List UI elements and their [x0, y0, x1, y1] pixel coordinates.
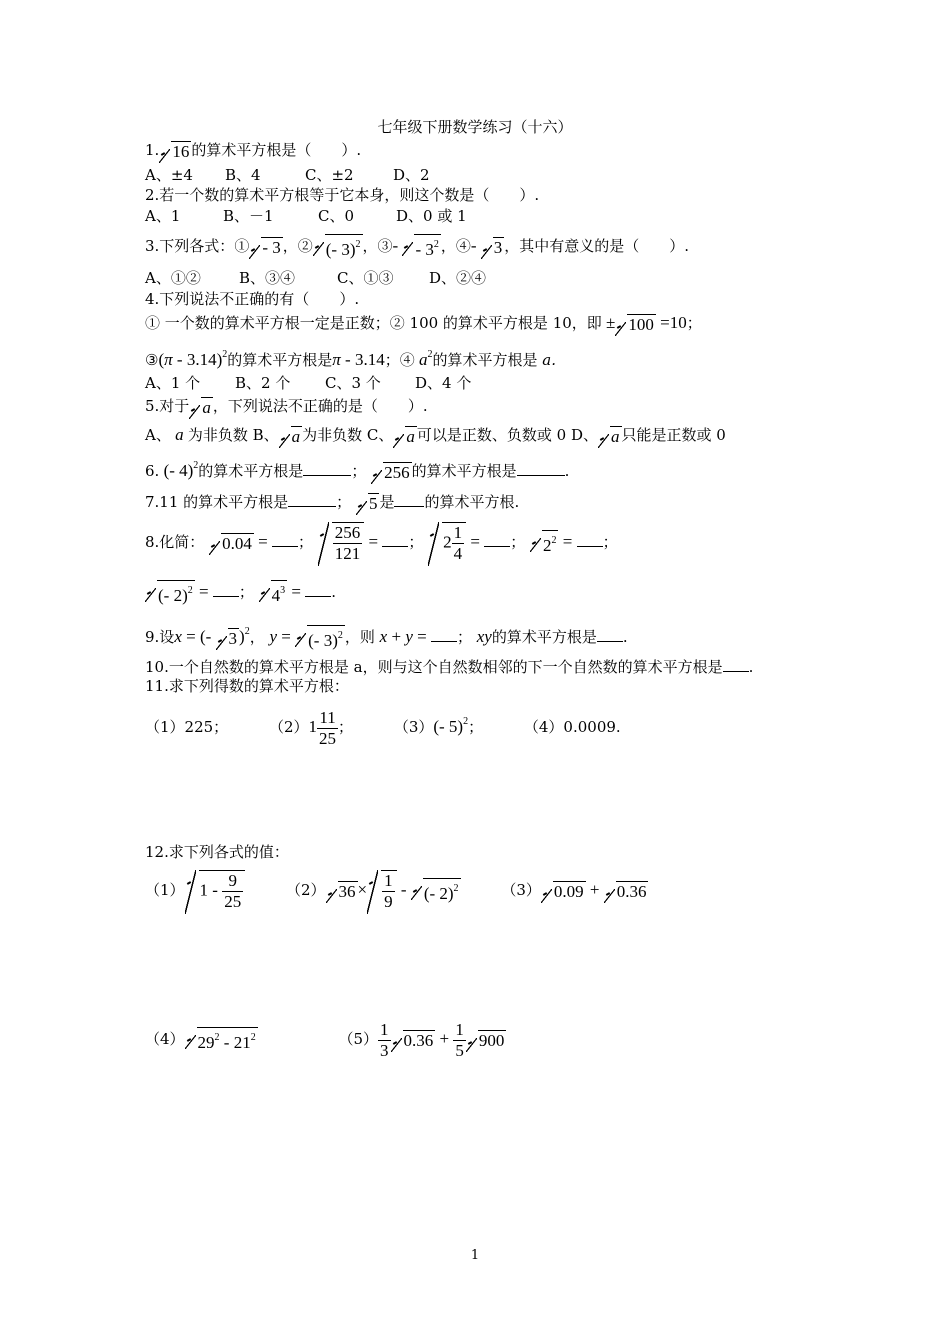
question-5-options: A、 a 为非负数 B、 a 为非负数 C、 a 可以是正数、负数或 0 D、 a 只能是正数或 0: [145, 425, 726, 446]
option-a: A、①②: [145, 269, 201, 287]
question-2: 2.若一个数的算术平方根等于它本身，则这个数是（ ）.: [145, 186, 540, 204]
option-a: A、1 个: [145, 374, 201, 392]
question-10: 10.一个自然数的算术平方根是 a，则与这个自然数相邻的下一个自然数的算术平方根是 .: [145, 655, 753, 677]
question-11: 11.求下列得数的算术平方根：: [145, 677, 349, 695]
option-b: B、4: [225, 166, 261, 184]
page-number: 1: [470, 1248, 480, 1263]
question-4-statement-1: ① 一个数的算术平方根一定是正数；② 100 的算术平方根是 10，即 ± 100 =10；: [145, 313, 702, 334]
option-c: C、0: [318, 207, 355, 225]
question-4: 4.下列说法不正确的有（ ）.: [145, 290, 360, 308]
question-1-options: [145, 165, 430, 185]
sqrt-16: 16: [159, 141, 191, 162]
option-b: B、－1: [223, 207, 274, 225]
question-2-options: [145, 206, 467, 226]
question-11-parts: （1）225； （2）1 $\frac{11}{25}$ ； （3）(- 5)$^2$； （4）0.0009.: [145, 707, 621, 748]
option-a: A、1: [145, 207, 181, 225]
option-c: C、①③: [337, 269, 394, 287]
question-12-parts-2: （4） $29^2 - 21^2$ （5） $\frac{1}{3}$ 0.36 + $\frac{1}{5}$ 900: [145, 1019, 505, 1060]
option-d: D、②④: [429, 269, 487, 287]
question-3-options: [145, 268, 486, 288]
answer-blank: [517, 459, 565, 476]
question-4-statement-2: ③(π - 3.14)$^2$的算术平方根是π - 3.14；④ $a^2$的算术平方根是 a.: [145, 349, 556, 369]
option-b: B、③④: [239, 269, 296, 287]
question-8-cont: (- 2)$^2$ = ； $4^3$ = .: [145, 580, 336, 606]
page-title: 七年级下册数学练习（十六）: [377, 118, 573, 136]
option-d: D、2: [393, 166, 430, 184]
option-d: D、4 个: [415, 374, 472, 392]
question-9: 9.设x = (- 3 )$^2$， y = (- 3)$^2$ ，则 x + y = ； xy的算术平方根是 .: [145, 626, 628, 650]
question-7: 7.11 的算术平方根是 ； 5 是 的算术平方根.: [145, 490, 519, 514]
question-12-parts-1: （1） 1 - $\frac{9}{25}$ （2） 36 × $\frac{1}{9}$ - (- 2)$^2$ （3） 0.09 + 0.36: [145, 871, 647, 911]
question-3: 3.下列各式：① - 3 ，② (- 3)$^2$ ，③- - $3^2$ ，④- 3 ，其中有意义的是（ ）.: [145, 236, 690, 259]
option-b: B、2 个: [235, 374, 291, 392]
question-5: 5.对于 a ，下列说法不正确的是（ ）.: [145, 397, 428, 417]
question-8: 8.化简： 0.04 = ； $\frac{256}{121}$ = ； 2 $\frac{1}{4}$ = ； $2^2$ = ；: [145, 523, 618, 563]
question-12: 12.求下列各式的值：: [145, 843, 289, 861]
answer-blank: [303, 459, 351, 476]
question-1: 1. 16 的算术平方根是（ ）.: [145, 141, 362, 161]
answer-blank: [394, 490, 424, 507]
option-c: C、±2: [305, 166, 354, 184]
question-6: 6. (- 4)$^2$的算术平方根是 ； 256 的算术平方根是 .: [145, 460, 570, 482]
option-d: D、0 或 1: [396, 207, 467, 225]
question-4-options: [145, 373, 471, 393]
answer-blank: [288, 490, 336, 507]
option-c: C、3 个: [325, 374, 381, 392]
option-a: A、±4: [145, 166, 193, 184]
